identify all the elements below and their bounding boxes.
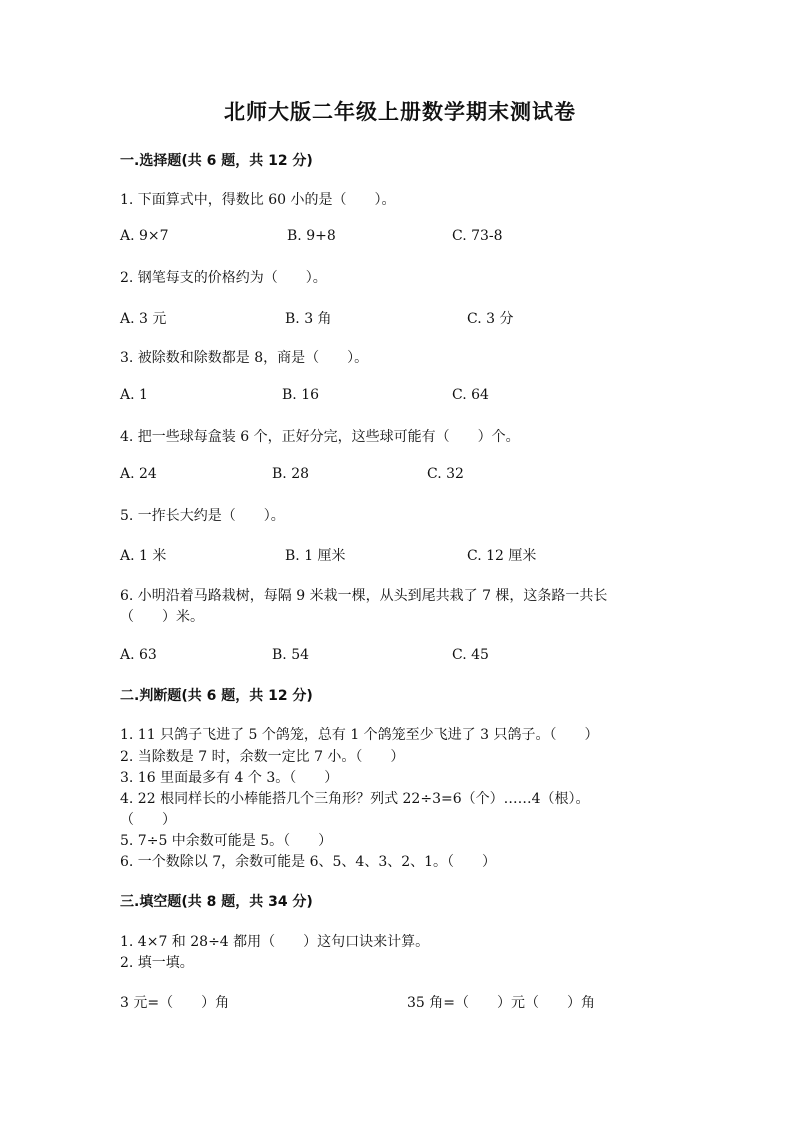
section-heading-fill-in: 三.填空题(共 8 题，共 34 分) xyxy=(120,894,313,910)
option-c: C. 45 xyxy=(452,647,489,663)
question-text: 2. 钢笔每支的价格约为（ ）。 xyxy=(120,270,327,286)
judgement-item: 3. 16 里面最多有 4 个 3。（ ） xyxy=(120,770,339,786)
option-b: B. 28 xyxy=(272,466,310,482)
judgement-item: 2. 当除数是 7 时，余数一定比 7 小。（ ） xyxy=(120,749,405,765)
question-text: 4. 把一些球每盒装 6 个，正好分完，这些球可能有（ ）个。 xyxy=(120,429,520,445)
option-a: A. 3 元 xyxy=(120,311,167,327)
fill-item: 1. 4×7 和 28÷4 都用（ ）这句口诀来计算。 xyxy=(120,934,430,950)
option-b: B. 16 xyxy=(282,387,320,403)
option-b: B. 3 角 xyxy=(285,311,332,327)
option-c: C. 73-8 xyxy=(452,228,503,244)
option-a: A. 63 xyxy=(120,647,157,663)
option-b: B. 1 厘米 xyxy=(285,548,346,564)
option-c: C. 32 xyxy=(427,466,464,482)
section-heading-judgement: 二.判断题(共 6 题，共 12 分) xyxy=(120,688,313,704)
question-text: 5. 一拃长大约是（ ）。 xyxy=(120,508,285,524)
option-a: A. 1 米 xyxy=(120,548,167,564)
option-c: C. 64 xyxy=(452,387,489,403)
option-c: C. 3 分 xyxy=(467,311,514,327)
section-heading-choice: 一.选择题(共 6 题，共 12 分) xyxy=(120,153,313,169)
judgement-item: 1. 11 只鸽子飞进了 5 个鸽笼，总有 1 个鸽笼至少飞进了 3 只鸽子。（ ） xyxy=(120,727,599,743)
option-a: A. 1 xyxy=(120,387,148,403)
option-a: A. 9×7 xyxy=(120,228,169,244)
question-text-continued: （ ）米。 xyxy=(120,609,204,625)
fill-blank-right: 35 角=（ ）元（ ）角 xyxy=(407,995,595,1011)
question-text: 6. 小明沿着马路栽树，每隔 9 米栽一棵，从头到尾共栽了 7 棵，这条路一共长 xyxy=(120,588,608,604)
option-b: B. 54 xyxy=(272,647,310,663)
fill-item: 2. 填一填。 xyxy=(120,955,194,971)
judgement-item-continued: （ ） xyxy=(120,812,176,828)
judgement-item: 5. 7÷5 中余数可能是 5。（ ） xyxy=(120,833,333,849)
question-text: 3. 被除数和除数都是 8，商是（ ）。 xyxy=(120,350,369,366)
option-c: C. 12 厘米 xyxy=(467,548,537,564)
judgement-item: 6. 一个数除以 7，余数可能是 6、5、4、3、2、1。（ ） xyxy=(120,854,497,870)
page-title: 北师大版二年级上册数学期末测试卷 xyxy=(224,100,576,124)
judgement-item: 4. 22 根同样长的小棒能搭几个三角形？列式 22÷3=6（个）……4（根）。 xyxy=(120,791,590,807)
question-text: 1. 下面算式中，得数比 60 小的是（ ）。 xyxy=(120,192,396,208)
option-b: B. 9+8 xyxy=(287,228,336,244)
fill-blank-left: 3 元=（ ）角 xyxy=(120,995,230,1011)
option-a: A. 24 xyxy=(120,466,157,482)
